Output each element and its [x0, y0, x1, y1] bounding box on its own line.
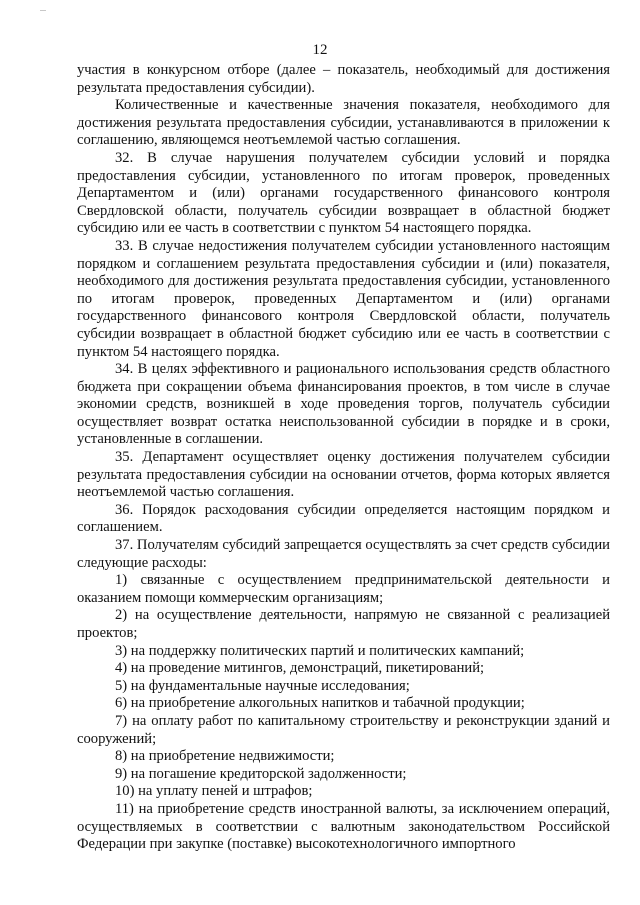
paragraph-36: 36. Порядок расходования субсидии определяется настоящим порядком и соглашением. [77, 501, 610, 536]
list-item-2: 2) на осуществление деятельности, напрямую не связанной с реализацией проектов; [77, 607, 610, 641]
list-item-5: 5) на фундаментальные научные исследования; [115, 677, 410, 694]
scan-mark [40, 10, 46, 11]
list-item-1: 1) связанные с осуществлением предпринимательской деятельности и оказанием помощи коммерческим организациям; [77, 572, 610, 606]
page-number: 12 [312, 42, 328, 58]
paragraph-indicator-values: Количественные и качественные значения показателя, необходимого для достижения результата предоставления субсидии, устанавливаются в приложении к соглашению, являющемся неотъемлемой частью соглашения. [77, 97, 610, 149]
paragraph-continuation: участия в конкурсном отборе (далее – показатель, необходимый для достижения результата предоставления субсидии). [77, 62, 610, 96]
paragraph-35: 35. Департамент осуществляет оценку достижения получателем субсидии результата предоставления субсидии на основании отчетов, форма которых является неотъемлемой частью соглашения. [77, 449, 610, 501]
list-item-4: 4) на проведение митингов, демонстраций, пикетирований; [115, 660, 485, 677]
list-item-3: 3) на поддержку политических партий и политических кампаний; [115, 642, 525, 659]
list-item-7: 7) на оплату работ по капитальному строительству и реконструкции зданий и сооружений; [77, 712, 610, 747]
document-body [77, 62, 610, 854]
list-item-10: 10) на уплату пеней и штрафов; [115, 783, 313, 800]
list-item-6: 6) на приобретение алкогольных напитков и табачной продукции; [115, 695, 525, 712]
paragraph-33: 33. В случае недостижения получателем субсидии установленного настоящим порядком и соглашением результата предоставления субсидии и (или) показателя, необходимого для достижения результата предоставления субсидии, установленного по итогам проверок, проведенных Департаментом и (или) органами государственного финансового контроля Свердловской области, получатель субсидии возвращает в областной бюджет субсидию или ее часть в соответствии с пунктом 54 настоящего порядка. [77, 237, 610, 360]
paragraph-34: 34. В целях эффективного и рационального использования средств областного бюджета при сокращении объема финансирования проектов, в том числе в случае экономии средств, возникшей в ходе проведения торгов, получатель субсидии осуществляет возврат остатка неиспользованной субсидии в порядке и в сроки, установленные в соглашении. [77, 361, 610, 448]
list-item-11: 11) на приобретение средств иностранной валюты, за исключением операций, осуществляемых в соответствии с валютным законодательством Российской Федерации при закупке (поставке) высокотехнологичного импортного [77, 800, 610, 853]
list-item-8: 8) на приобретение недвижимости; [115, 748, 335, 765]
paragraph-37: 37. Получателям субсидий запрещается осуществлять за счет средств субсидии следующие расходы: [77, 537, 610, 571]
paragraph-32: 32. В случае нарушения получателем субсидии условий и порядка предоставления субсидии, установленного по итогам проверок, проведенных Департаментом и (или) органами государственного финансового контроля Свердловской области, получатель субсидии возвращает в областной бюджет субсидию или ее часть в соответствии с пунктом 54 настоящего порядка. [77, 149, 610, 237]
list-item-9: 9) на погашение кредиторской задолженности; [115, 765, 407, 782]
